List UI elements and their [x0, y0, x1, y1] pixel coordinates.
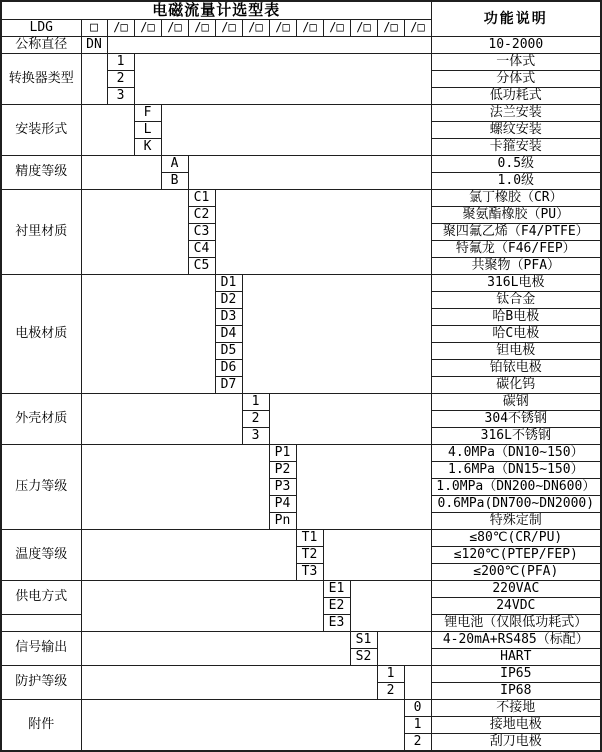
option-code: 1 — [404, 717, 431, 734]
option-description: 共聚物（PFA） — [431, 258, 601, 275]
option-description: 1.0级 — [431, 173, 601, 190]
option-description: 铂铱电极 — [431, 360, 601, 377]
option-row — [1, 394, 601, 411]
option-code: 3 — [107, 88, 134, 105]
option-code: 1 — [107, 54, 134, 71]
option-description: 4-20mA+RS485（标配） — [431, 632, 601, 649]
option-code: 2 — [242, 411, 269, 428]
right-filler-cell — [404, 666, 431, 700]
option-description: 304不锈钢 — [431, 411, 601, 428]
option-code: Pn — [269, 513, 296, 530]
category-label: 安装形式 — [1, 105, 81, 156]
category-label: 防护等级 — [1, 666, 81, 700]
option-code: 2 — [404, 734, 431, 752]
left-filler-cell — [81, 190, 188, 275]
option-description: IP65 — [431, 666, 601, 683]
model-code-slot: /□ — [161, 20, 188, 37]
right-filler-cell — [296, 445, 431, 530]
category-label: 公称直径 — [1, 37, 81, 54]
option-code: D1 — [215, 275, 242, 292]
option-description: 1.0MPa（DN200~DN600） — [431, 479, 601, 496]
option-row — [1, 156, 601, 173]
option-code: E2 — [323, 598, 350, 615]
category-label: 衬里材质 — [1, 190, 81, 275]
function-description-header: 功能说明 — [431, 1, 601, 37]
model-code-slot: /□ — [323, 20, 350, 37]
option-code: D4 — [215, 326, 242, 343]
category-label: 电极材质 — [1, 275, 81, 394]
option-description: 哈B电极 — [431, 309, 601, 326]
option-row — [1, 445, 601, 462]
right-filler-cell — [107, 37, 431, 54]
option-code: T2 — [296, 547, 323, 564]
option-description: IP68 — [431, 683, 601, 700]
option-code: DN — [81, 37, 107, 54]
option-code: E3 — [323, 615, 350, 632]
option-description: 220VAC — [431, 581, 601, 598]
option-description: 1.6MPa（DN15~150） — [431, 462, 601, 479]
option-description: 钛合金 — [431, 292, 601, 309]
option-description: 碳化钨 — [431, 377, 601, 394]
option-description: 法兰安装 — [431, 105, 601, 122]
left-filler-cell — [81, 581, 323, 632]
model-code-slot: /□ — [377, 20, 404, 37]
option-description: ≤80℃(CR/PU) — [431, 530, 601, 547]
header-row — [1, 1, 601, 20]
option-code: K — [134, 139, 161, 156]
option-description: 不接地 — [431, 700, 601, 717]
option-row — [1, 54, 601, 71]
option-code: D7 — [215, 377, 242, 394]
left-filler-cell — [81, 530, 296, 581]
option-description: 特氟龙（F46/FEP） — [431, 241, 601, 258]
option-description: 聚四氟乙烯（F4/PTFE） — [431, 224, 601, 241]
left-filler-cell — [81, 632, 350, 666]
option-code: 0 — [404, 700, 431, 717]
option-description: HART — [431, 649, 601, 666]
option-description: 316L不锈钢 — [431, 428, 601, 445]
left-filler-cell — [81, 105, 134, 156]
option-code: E1 — [323, 581, 350, 598]
category-label: 精度等级 — [1, 156, 81, 190]
option-code: P2 — [269, 462, 296, 479]
left-filler-cell — [81, 54, 107, 105]
option-description: 聚氨酯橡胶（PU） — [431, 207, 601, 224]
model-code-slot: /□ — [242, 20, 269, 37]
option-code: D2 — [215, 292, 242, 309]
option-row — [1, 275, 601, 292]
option-row — [1, 530, 601, 547]
model-code-slot: /□ — [215, 20, 242, 37]
option-code: C2 — [188, 207, 215, 224]
model-code-slot: /□ — [350, 20, 377, 37]
option-code: D6 — [215, 360, 242, 377]
category-label-empty — [1, 615, 81, 632]
left-filler-cell — [81, 394, 242, 445]
model-code-slot: /□ — [269, 20, 296, 37]
category-label: 供电方式 — [1, 581, 81, 615]
left-filler-cell — [81, 156, 161, 190]
option-code: S2 — [350, 649, 377, 666]
option-description: 螺纹安装 — [431, 122, 601, 139]
option-description: 钽电极 — [431, 343, 601, 360]
right-filler-cell — [161, 105, 431, 156]
option-code: 3 — [242, 428, 269, 445]
option-description: ≤120℃(PTEP/FEP) — [431, 547, 601, 564]
option-row — [1, 666, 601, 683]
category-label: 温度等级 — [1, 530, 81, 581]
option-code: C3 — [188, 224, 215, 241]
model-code-slot: /□ — [134, 20, 161, 37]
option-code: D3 — [215, 309, 242, 326]
option-code: D5 — [215, 343, 242, 360]
option-description: 0.6MPa(DN700~DN2000) — [431, 496, 601, 513]
option-code: C5 — [188, 258, 215, 275]
option-code: 1 — [242, 394, 269, 411]
right-filler-cell — [134, 54, 431, 105]
option-code: 2 — [107, 71, 134, 88]
model-code-box: □ — [81, 20, 107, 37]
option-code: T1 — [296, 530, 323, 547]
option-description: 0.5级 — [431, 156, 601, 173]
option-description: 分体式 — [431, 71, 601, 88]
right-filler-cell — [350, 581, 431, 632]
option-code: F — [134, 105, 161, 122]
right-filler-cell — [188, 156, 431, 190]
option-code: 1 — [377, 666, 404, 683]
option-description: 氯丁橡胶（CR） — [431, 190, 601, 207]
right-filler-cell — [215, 190, 431, 275]
table-title: 电磁流量计选型表 — [1, 1, 431, 20]
option-code: A — [161, 156, 188, 173]
model-prefix: LDG — [1, 20, 81, 37]
category-label: 信号输出 — [1, 632, 81, 666]
model-code-slot: /□ — [107, 20, 134, 37]
option-row — [1, 581, 601, 598]
option-code: 2 — [377, 683, 404, 700]
category-label: 压力等级 — [1, 445, 81, 530]
option-description: 低功耗式 — [431, 88, 601, 105]
model-code-slot: /□ — [296, 20, 323, 37]
option-code: T3 — [296, 564, 323, 581]
option-code: C4 — [188, 241, 215, 258]
option-row — [1, 632, 601, 649]
option-description: 碳钢 — [431, 394, 601, 411]
option-row — [1, 37, 601, 54]
right-filler-cell — [269, 394, 431, 445]
right-filler-cell — [323, 530, 431, 581]
option-description: 一体式 — [431, 54, 601, 71]
option-description: 4.0MPa（DN10~150） — [431, 445, 601, 462]
option-description: 10-2000 — [431, 37, 601, 54]
option-row — [1, 190, 601, 207]
option-code: C1 — [188, 190, 215, 207]
option-code: P4 — [269, 496, 296, 513]
left-filler-cell — [81, 275, 215, 394]
option-description: 特殊定制 — [431, 513, 601, 530]
category-label: 附件 — [1, 700, 81, 752]
option-description: 锂电池（仅限低功耗式） — [431, 615, 601, 632]
category-label: 转换器类型 — [1, 54, 81, 105]
option-code: P1 — [269, 445, 296, 462]
option-description: 接地电极 — [431, 717, 601, 734]
left-filler-cell — [81, 666, 377, 700]
option-row — [1, 105, 601, 122]
option-description: 24VDC — [431, 598, 601, 615]
option-description: ≤200℃(PFA) — [431, 564, 601, 581]
option-description: 316L电极 — [431, 275, 601, 292]
option-description: 卡箍安装 — [431, 139, 601, 156]
right-filler-cell — [377, 632, 431, 666]
option-code: P3 — [269, 479, 296, 496]
option-description: 刮刀电极 — [431, 734, 601, 752]
right-filler-cell — [242, 275, 431, 394]
model-code-slot: /□ — [188, 20, 215, 37]
option-row — [1, 700, 601, 717]
option-code: L — [134, 122, 161, 139]
model-code-slot: /□ — [404, 20, 431, 37]
option-code: S1 — [350, 632, 377, 649]
option-code: B — [161, 173, 188, 190]
option-description: 哈C电极 — [431, 326, 601, 343]
category-label: 外壳材质 — [1, 394, 81, 445]
left-filler-cell — [81, 445, 269, 530]
left-filler-cell — [81, 700, 404, 752]
